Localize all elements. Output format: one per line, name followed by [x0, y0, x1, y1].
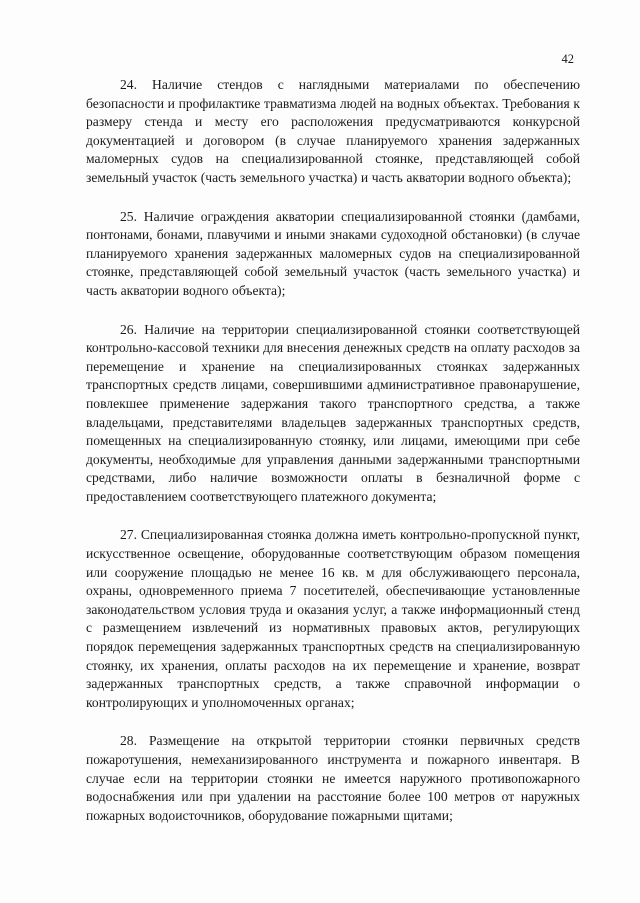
paragraph-24: 24. Наличие стендов с наглядными материалами по обеспечению безопасности и профилактике травматизма людей на водных объектах. Требования к размеру стенда и месту его расположения предусматриваются конкурсной документацией и договором (в случае планируемого хранения задержанных маломерных судов на специализированной стоянке, представляющей собой земельный участок (часть земельного участка) и часть акватории водного объекта); [86, 77, 580, 185]
paragraph-25: 25. Наличие ограждения акватории специализированной стоянки (дамбами, понтонами, бонами, плавучими и иными знаками судоходной обстановки) (в случае планируемого хранения задержанных маломерных судов на специализированной стоянке, представляющей собой земельный участок (часть земельного участка) и часть акватории водного объекта); [86, 208, 580, 298]
document-body [86, 76, 580, 845]
page-number: 42 [561, 52, 574, 66]
paragraph-26: 26. Наличие на территории специализированной стоянки соответствующей контрольно-кассовой техники для внесения денежных средств на оплату расходов за перемещение и хранение на специализированных стоянках задержанных транспортных средств лицами, совершившими административное правонарушение, повлекшее применение задержания такого транспортного средства, а также владельцами, представителями владельцев задержанных транспортных средств, помещенных на специализированную стоянку, или лицами, имеющими при себе документы, необходимые для управления данными задержанными транспортными средствами, либо наличие возможности оплаты в безналичной форме с предоставлением соответствующего платежного документа; [86, 321, 580, 504]
paragraph-27: 27. Специализированная стоянка должна иметь контрольно-пропускной пункт, искусственное освещение, оборудованные соответствующим образом помещения или сооружение площадью не менее 16 кв. м для обслуживающего персонала, охраны, одновременного приема 7 посетителей, обеспечивающие установленные законодательством условия труда и оказания услуг, а также информационный стенд с размещением извлечений из нормативных правовых актов, регулирующих порядок перемещения задержанных транспортных средств на специализированную стоянку, их хранения, оплаты расходов на их перемещение и хранение, возврат задержанных транспортных средств, а также справочной информации о контролирующих и уполномоченных органах; [86, 527, 580, 710]
paragraph-28: 28. Размещение на открытой территории стоянки первичных средств пожаротушения, немеханизированного инструмента и пожарного инвентаря. В случае если на территории стоянки не имеется наружного противопожарного водоснабжения или при удалении на расстояние более 100 метров от наружных пожарных водоисточников, оборудование пожарными щитами; [86, 733, 580, 823]
